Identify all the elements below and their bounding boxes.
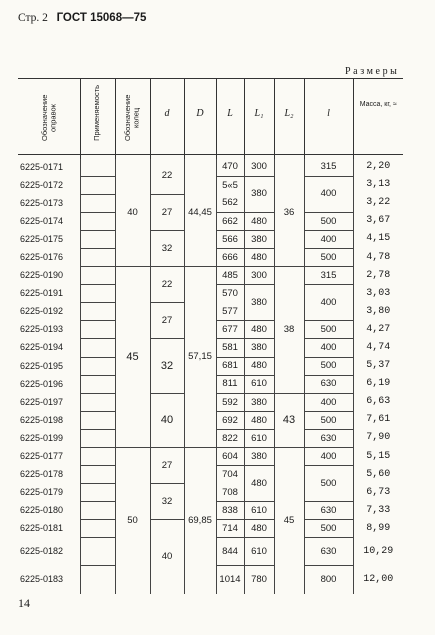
col-designation: Обозначение оправок (18, 79, 80, 155)
l-cell: 400 (304, 285, 353, 321)
L1-cell: 610 (244, 429, 274, 447)
D-cell: 44,45 (184, 159, 216, 267)
row-code: 6225-0197 (20, 396, 64, 407)
l-cell: 500 (304, 411, 353, 429)
L-cell: 811 (216, 375, 244, 393)
row-code: 6225-0171 (20, 161, 64, 172)
col-rings: Обозначение колец (115, 79, 150, 155)
d-cell: 40 (150, 520, 184, 594)
d-cell: 40 (150, 393, 184, 447)
mass-cell: 7,90 (353, 429, 403, 447)
applicability-cell (80, 303, 115, 321)
L2-cell: 36 (274, 159, 304, 267)
applicability-cell (80, 159, 115, 177)
L-cell: 662 (216, 212, 244, 230)
L2-cell: 45 (274, 448, 304, 594)
rings-cell: 40 (115, 159, 150, 267)
d-cell: 32 (150, 339, 184, 393)
l-cell: 500 (304, 212, 353, 230)
mass-cell: 3,03 (353, 285, 403, 303)
mass-cell: 2,78 (353, 267, 403, 285)
page-label: Стр. 2 (18, 12, 48, 24)
L1-cell: 380 (244, 285, 274, 321)
mass-cell: 4,15 (353, 230, 403, 248)
L1-cell: 380 (244, 230, 274, 248)
L-cell: 708 (216, 484, 244, 502)
dimensions-table (18, 78, 403, 594)
l-cell: 800 (304, 566, 353, 594)
l-cell: 630 (304, 502, 353, 520)
L1-cell: 480 (244, 520, 274, 538)
l-cell: 400 (304, 230, 353, 248)
mass-cell: 3,80 (353, 303, 403, 321)
row-code: 6225-0179 (20, 487, 64, 498)
row-code: 6225-0198 (20, 414, 64, 425)
l-cell: 630 (304, 375, 353, 393)
L-cell: 844 (216, 538, 244, 566)
applicability-cell (80, 466, 115, 484)
row-code: 6225-0180 (20, 505, 64, 516)
row-code: 6225-0173 (20, 197, 64, 208)
l-cell: 500 (304, 248, 353, 266)
mass-cell: 6,63 (353, 393, 403, 411)
L1-cell: 480 (244, 248, 274, 266)
applicability-cell (80, 230, 115, 248)
applicability-cell (80, 393, 115, 411)
L-cell: 570 (216, 285, 244, 303)
col-D: D (184, 79, 216, 155)
d-cell: 22 (150, 159, 184, 195)
L1-cell: 480 (244, 466, 274, 502)
L2-cell: 43 (274, 393, 304, 447)
mass-cell: 3,22 (353, 194, 403, 212)
L1-cell: 480 (244, 411, 274, 429)
applicability-cell (80, 321, 115, 339)
d-cell: 32 (150, 230, 184, 266)
l-cell: 315 (304, 159, 353, 177)
applicability-cell (80, 566, 115, 594)
L1-cell: 780 (244, 566, 274, 594)
standard-number: ГОСТ 15068—75 (56, 12, 147, 24)
l-cell: 400 (304, 339, 353, 357)
row-code: 6225-0174 (20, 215, 64, 226)
L-cell: 604 (216, 448, 244, 466)
mass-cell: 7,33 (353, 502, 403, 520)
l-cell: 630 (304, 538, 353, 566)
L-cell: 681 (216, 357, 244, 375)
L-cell: 581 (216, 339, 244, 357)
applicability-cell (80, 484, 115, 502)
applicability-cell (80, 538, 115, 566)
l-cell: 400 (304, 176, 353, 212)
col-d: d (150, 79, 184, 155)
mass-cell: 5,15 (353, 448, 403, 466)
applicability-cell (80, 339, 115, 357)
L1-cell: 610 (244, 538, 274, 566)
mass-cell: 3,67 (353, 212, 403, 230)
L-cell: 714 (216, 520, 244, 538)
col-mass: Масса, кг, ≈ (353, 79, 403, 155)
applicability-cell (80, 502, 115, 520)
L-cell: 592 (216, 393, 244, 411)
page-header (18, 12, 146, 24)
row-code: 6225-0192 (20, 306, 64, 317)
mass-cell: 4,78 (353, 248, 403, 266)
L1-cell: 610 (244, 502, 274, 520)
applicability-cell (80, 429, 115, 447)
L1-cell: 480 (244, 212, 274, 230)
col-applicability: Применяемость (80, 79, 115, 155)
row-code: 6225-0182 (20, 546, 64, 557)
row-code: 6225-0172 (20, 179, 64, 190)
table-row (18, 159, 403, 177)
L1-cell: 610 (244, 375, 274, 393)
D-cell: 69,85 (184, 448, 216, 594)
L1-cell: 380 (244, 393, 274, 411)
applicability-cell (80, 285, 115, 303)
l-cell: 315 (304, 267, 353, 285)
L-cell: 704 (216, 466, 244, 484)
D-cell: 57,15 (184, 267, 216, 448)
mass-cell: 10,29 (353, 538, 403, 566)
row-code: 6225-0199 (20, 432, 64, 443)
rings-cell: 50 (115, 448, 150, 594)
row-code: 6225-0178 (20, 469, 64, 480)
d-cell: 27 (150, 448, 184, 484)
l-cell: 400 (304, 393, 353, 411)
row-code: 6225-0190 (20, 270, 64, 281)
l-cell: 500 (304, 520, 353, 538)
L1-cell: 380 (244, 448, 274, 466)
mass-cell: 4,74 (353, 339, 403, 357)
mass-cell: 8,99 (353, 520, 403, 538)
row-code: 6225-0175 (20, 233, 64, 244)
row-code: 6225-0193 (20, 324, 64, 335)
L-cell: 692 (216, 411, 244, 429)
l-cell: 500 (304, 321, 353, 339)
L1-cell: 380 (244, 176, 274, 212)
L-cell: 822 (216, 429, 244, 447)
l-cell: 630 (304, 429, 353, 447)
L-cell: 566 (216, 230, 244, 248)
applicability-cell (80, 448, 115, 466)
L1-cell: 480 (244, 321, 274, 339)
L-cell: 5«5 (216, 176, 244, 194)
mass-cell: 5,37 (353, 357, 403, 375)
L-cell: 838 (216, 502, 244, 520)
col-l: l (304, 79, 353, 155)
applicability-cell (80, 357, 115, 375)
row-code: 6225-0195 (20, 360, 64, 371)
L1-cell: 300 (244, 267, 274, 285)
col-L1: L₁ (244, 79, 274, 155)
mass-cell: 4,27 (353, 321, 403, 339)
L1-cell: 300 (244, 159, 274, 177)
row-code: 6225-0176 (20, 252, 64, 263)
L2-cell: 38 (274, 267, 304, 394)
mass-cell: 3,13 (353, 176, 403, 194)
d-cell: 27 (150, 194, 184, 230)
L-cell: 562 (216, 194, 244, 212)
L-cell: 485 (216, 267, 244, 285)
sizes-title: Размеры (345, 66, 400, 77)
applicability-cell (80, 194, 115, 212)
L-cell: 470 (216, 159, 244, 177)
l-cell: 500 (304, 466, 353, 502)
applicability-cell (80, 267, 115, 285)
page-number: 14 (18, 596, 30, 610)
row-code: 6225-0194 (20, 342, 64, 353)
applicability-cell (80, 212, 115, 230)
col-L2: L₂ (274, 79, 304, 155)
table-row (18, 267, 403, 285)
L-cell: 1014 (216, 566, 244, 594)
header-row (18, 79, 403, 155)
row-code: 6225-0183 (20, 574, 64, 585)
applicability-cell (80, 375, 115, 393)
applicability-cell (80, 520, 115, 538)
applicability-cell (80, 248, 115, 266)
mass-cell: 6,19 (353, 375, 403, 393)
mass-cell: 6,73 (353, 484, 403, 502)
mass-cell: 2,20 (353, 159, 403, 177)
L1-cell: 380 (244, 339, 274, 357)
d-cell: 22 (150, 267, 184, 303)
l-cell: 500 (304, 357, 353, 375)
mass-cell: 12,00 (353, 566, 403, 594)
l-cell: 400 (304, 448, 353, 466)
applicability-cell (80, 411, 115, 429)
L-cell: 577 (216, 303, 244, 321)
L1-cell: 480 (244, 357, 274, 375)
d-cell: 32 (150, 484, 184, 520)
row-code: 6225-0191 (20, 288, 64, 299)
applicability-cell (80, 176, 115, 194)
row-code: 6225-0181 (20, 523, 64, 534)
table-row (18, 448, 403, 466)
row-code: 6225-0196 (20, 378, 64, 389)
col-L: L (216, 79, 244, 155)
row-code: 6225-0177 (20, 451, 64, 462)
L-cell: 666 (216, 248, 244, 266)
rings-cell: 45 (115, 267, 150, 448)
L-cell: 677 (216, 321, 244, 339)
mass-cell: 7,61 (353, 411, 403, 429)
d-cell: 27 (150, 303, 184, 339)
mass-cell: 5,60 (353, 466, 403, 484)
